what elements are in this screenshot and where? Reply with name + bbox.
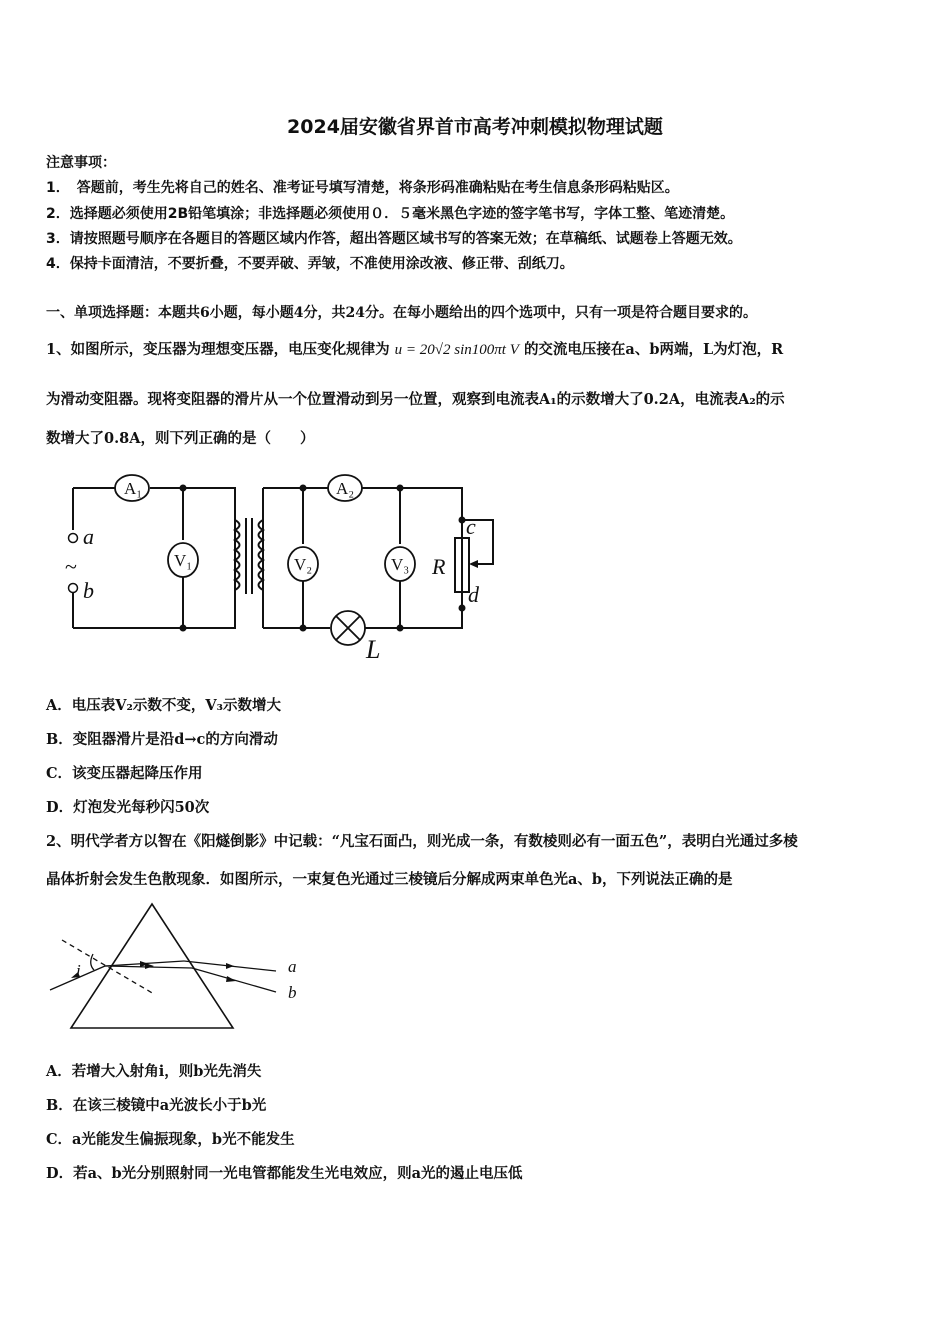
label-a1: A₁	[124, 479, 143, 498]
q1-option-a: A．电压表V₂示数不变，V₃示数增大	[46, 697, 281, 714]
notice-heading: 注意事项：	[46, 155, 116, 171]
q2-option-c: C．a光能发生偏振现象，b光不能发生	[46, 1131, 295, 1148]
notice-item: 2．选择题必须使用2B铅笔填涂；非选择题必须使用０．５毫米黑色字迹的签字笔书写，字体工整、笔迹清楚。	[46, 206, 735, 222]
label-r: R	[432, 554, 446, 579]
rheostat-slider-arrow	[469, 560, 478, 568]
q1-stem-line1	[46, 338, 783, 359]
q2-option-b: B．在该三棱镜中a光波长小于b光	[46, 1097, 267, 1114]
q2-option-d: D．若a、b光分别照射同一光电管都能发生光电效应，则a光的遏止电压低	[46, 1165, 523, 1182]
section-heading: 一、单项选择题：本题共6小题，每小题4分，共24分。在每小题给出的四个选项中，只有一项是符合题目要求的。	[46, 305, 757, 321]
label-a: a	[83, 524, 94, 549]
label-v2: V₂	[294, 555, 313, 574]
label-v1: V₁	[174, 551, 193, 570]
transformer-circuit-diagram	[60, 468, 510, 664]
label-c: c	[466, 514, 476, 539]
label-d: d	[468, 582, 479, 607]
terminal-b	[69, 584, 78, 593]
label-l: L	[366, 635, 381, 664]
q2-stem-line2: 晶体折射会发生色散现象．如图所示，一束复色光通过三棱镜后分解成两束单色光a、b，下列说法正确的是	[46, 871, 733, 888]
prism-dispersion-diagram	[44, 898, 314, 1036]
label-a2: A₂	[336, 479, 355, 498]
q1-stem-line3: 数增大了0.8A，则下列正确的是（ ）	[46, 430, 315, 447]
terminal-a	[69, 534, 78, 543]
notice-item: 1． 答题前，考生先将自己的姓名、准考证号填写清楚，将条形码准确粘贴在考生信息条形码粘贴区。	[46, 180, 679, 196]
q2-stem-line1: 2、明代学者方以智在《阳燧倒影》中记载：“凡宝石面凸，则光成一条，有数棱则必有一面五色”，表明白光通过多棱	[46, 833, 798, 850]
q2-option-a: A．若增大入射角i，则b光先消失	[46, 1063, 262, 1080]
q1-voltage-formula: u = 20√2 sin100πt V	[394, 342, 519, 358]
notice-item: 3．请按照题号顺序在各题目的答题区域内作答，超出答题区域书写的答案无效；在草稿纸、试题卷上答题无效。	[46, 231, 742, 247]
q1-stem-line2: 为滑动变阻器。现将变阻器的滑片从一个位置滑动到另一位置，观察到电流表A₁的示数增大了0.2A，电流表A₂的示	[46, 391, 785, 408]
notice-item: 4．保持卡面清洁，不要折叠，不要弄破、弄皱，不准使用涂改液、修正带、刮纸刀。	[46, 256, 574, 272]
label-ray-b: b	[288, 983, 297, 1002]
label-b: b	[83, 578, 94, 603]
q1-stem-suffix: 的交流电压接在a、b两端，L为灯泡，R	[523, 341, 784, 358]
q1-option-c: C．该变压器起降压作用	[46, 765, 203, 782]
label-incident-angle: i	[76, 961, 81, 980]
q1-option-d: D．灯泡发光每秒闪50次	[46, 799, 210, 816]
label-ac-source: ~	[65, 554, 77, 579]
page-title: 2024届安徽省界首市高考冲刺模拟物理试题	[287, 116, 663, 138]
q1-option-b: B．变阻器滑片是沿d→c的方向滑动	[46, 731, 278, 748]
label-v3: V₃	[391, 555, 410, 574]
label-ray-a: a	[288, 957, 297, 976]
q1-stem-prefix: 1、如图所示，变压器为理想变压器，电压变化规律为	[46, 341, 390, 358]
